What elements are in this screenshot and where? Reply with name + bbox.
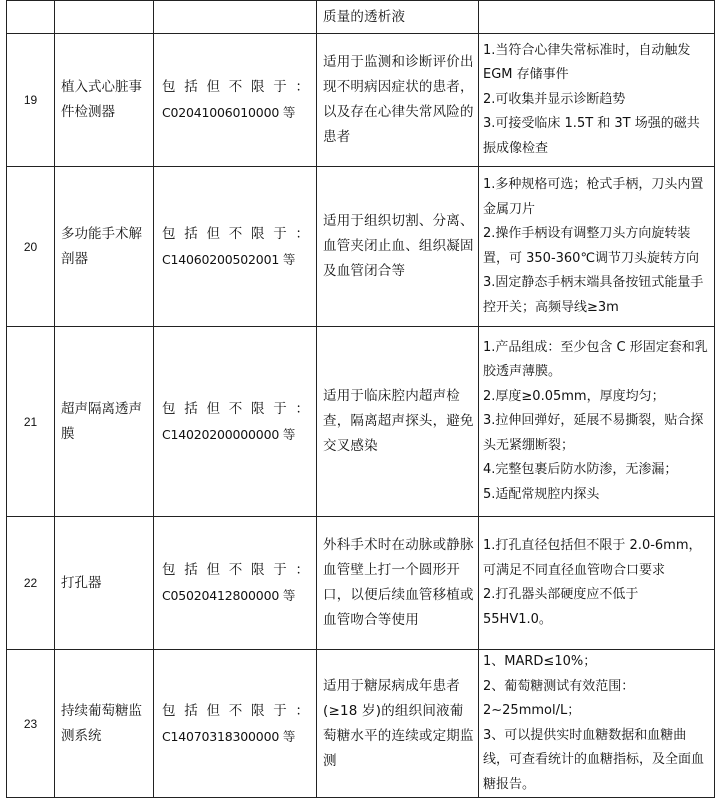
name-cell: 植入式心脏事件检测器	[55, 34, 154, 167]
requirements-cell	[479, 327, 715, 517]
table-row	[7, 517, 715, 650]
requirements-cell	[479, 517, 715, 650]
requirement-line: 2、葡萄糖测试有效范围：2~25mmol/L；	[483, 678, 635, 718]
requirements-cell	[479, 34, 715, 167]
code-lead: 包括但不限于：	[162, 79, 310, 95]
requirement-line: 1.当符合心律失常标准时，自动触发 EGM 存储事件	[483, 42, 691, 83]
scope-cell: 适用于糖尿病成年患者(≥18 岁)的组织间液葡萄糖水平的连续或定期监测	[317, 650, 479, 798]
requirement-line: 1.打孔直径包括但不限于 2.0-6mm，可满足不同直径血管吻合口要求	[483, 538, 702, 578]
name-cell: 超声隔离透声膜	[55, 327, 154, 517]
scope-cell: 适用于监测和诊断评价出现不明病因症状的患者，以及存在心律失常风险的患者	[317, 34, 479, 167]
requirements-cell	[479, 1, 715, 34]
code-lead: 包括但不限于：	[162, 400, 310, 417]
table-row	[7, 327, 715, 517]
code-number: C05020412800000 等	[162, 588, 296, 603]
requirement-line: 4.完整包裹后防水防渗，无渗漏；	[483, 462, 678, 478]
name-cell: 多功能手术解剖器	[55, 167, 154, 327]
scope-cell: 外科手术时在动脉或静脉血管壁上打一个圆形开口，以便后续血管移植或血管吻合等使用	[317, 517, 479, 650]
requirements-cell	[479, 167, 715, 327]
requirement-line: 1.产品组成：至少包含 C 形固定套和乳胶透声薄膜。	[483, 339, 708, 380]
scope-cell: 适用于组织切割、分离、血管夹闭止血、组织凝固及血管闭合等	[317, 167, 479, 327]
code-lead: 包括但不限于：	[162, 702, 310, 719]
code-cell	[154, 517, 317, 650]
name-cell	[55, 1, 154, 34]
requirement-line: 3.拉伸回弹好，延展不易撕裂，贴合探头无紧绷断裂；	[483, 413, 704, 453]
requirement-line: 1.多种规格可选；枪式手柄，刀头内置金属刀片	[483, 177, 704, 217]
code-lead: 包括但不限于：	[162, 562, 310, 578]
code-cell	[154, 327, 317, 517]
code-cell	[154, 34, 317, 167]
code-number: C02041006010000 等	[162, 105, 296, 120]
code-cell	[154, 650, 317, 798]
code-lead: 包括但不限于：	[162, 225, 310, 242]
requirement-line: 1、MARD≤10%；	[483, 654, 597, 669]
code-number: C14070318300000 等	[162, 728, 296, 744]
table-row	[7, 34, 715, 167]
code-cell	[154, 1, 317, 34]
requirement-line: 2.打孔器头部硬度应不低于 55HV1.0。	[483, 587, 639, 627]
index-cell: 19	[7, 34, 55, 167]
index-cell: 21	[7, 327, 55, 517]
index-cell	[7, 1, 55, 34]
name-cell: 打孔器	[55, 517, 154, 650]
name-cell: 持续葡萄糖监测系统	[55, 650, 154, 798]
index-cell: 22	[7, 517, 55, 650]
index-cell: 20	[7, 167, 55, 327]
requirement-line: 5.适配常规腔内探头	[483, 486, 600, 502]
requirement-line: 3.固定静态手柄末端具备按钮式能量手控开关；高频导线≥3m	[483, 275, 704, 315]
requirement-line: 3、可以提供实时血糖数据和血糖曲线，可查看统计的血糖指标，及全面血糖报告。	[483, 727, 705, 792]
requirement-line: 3.可接受临床 1.5T 和 3T 场强的磁共振成像检查	[483, 116, 700, 156]
scope-cell: 适用于临床腔内超声检查，隔离超声探头，避免交叉感染	[317, 327, 479, 517]
code-number: C14020200000000 等	[162, 426, 296, 442]
requirement-line: 2.可收集并显示诊断趋势	[483, 91, 626, 107]
code-cell	[154, 167, 317, 327]
code-number: C14060200502001 等	[162, 251, 296, 267]
table-row	[7, 167, 715, 327]
requirements-cell	[479, 650, 715, 798]
table-row	[7, 650, 715, 798]
requirement-line: 2.操作手柄设有调整刀头方向旋转装置，可 350-360℃调节刀头旋转方向	[483, 226, 700, 266]
table-row	[7, 1, 715, 34]
requirement-line: 2.厚度≥0.05mm，厚度均匀；	[483, 388, 665, 404]
device-spec-table	[6, 0, 715, 798]
index-cell: 23	[7, 650, 55, 798]
scope-cell: 质量的透析液	[317, 1, 479, 34]
